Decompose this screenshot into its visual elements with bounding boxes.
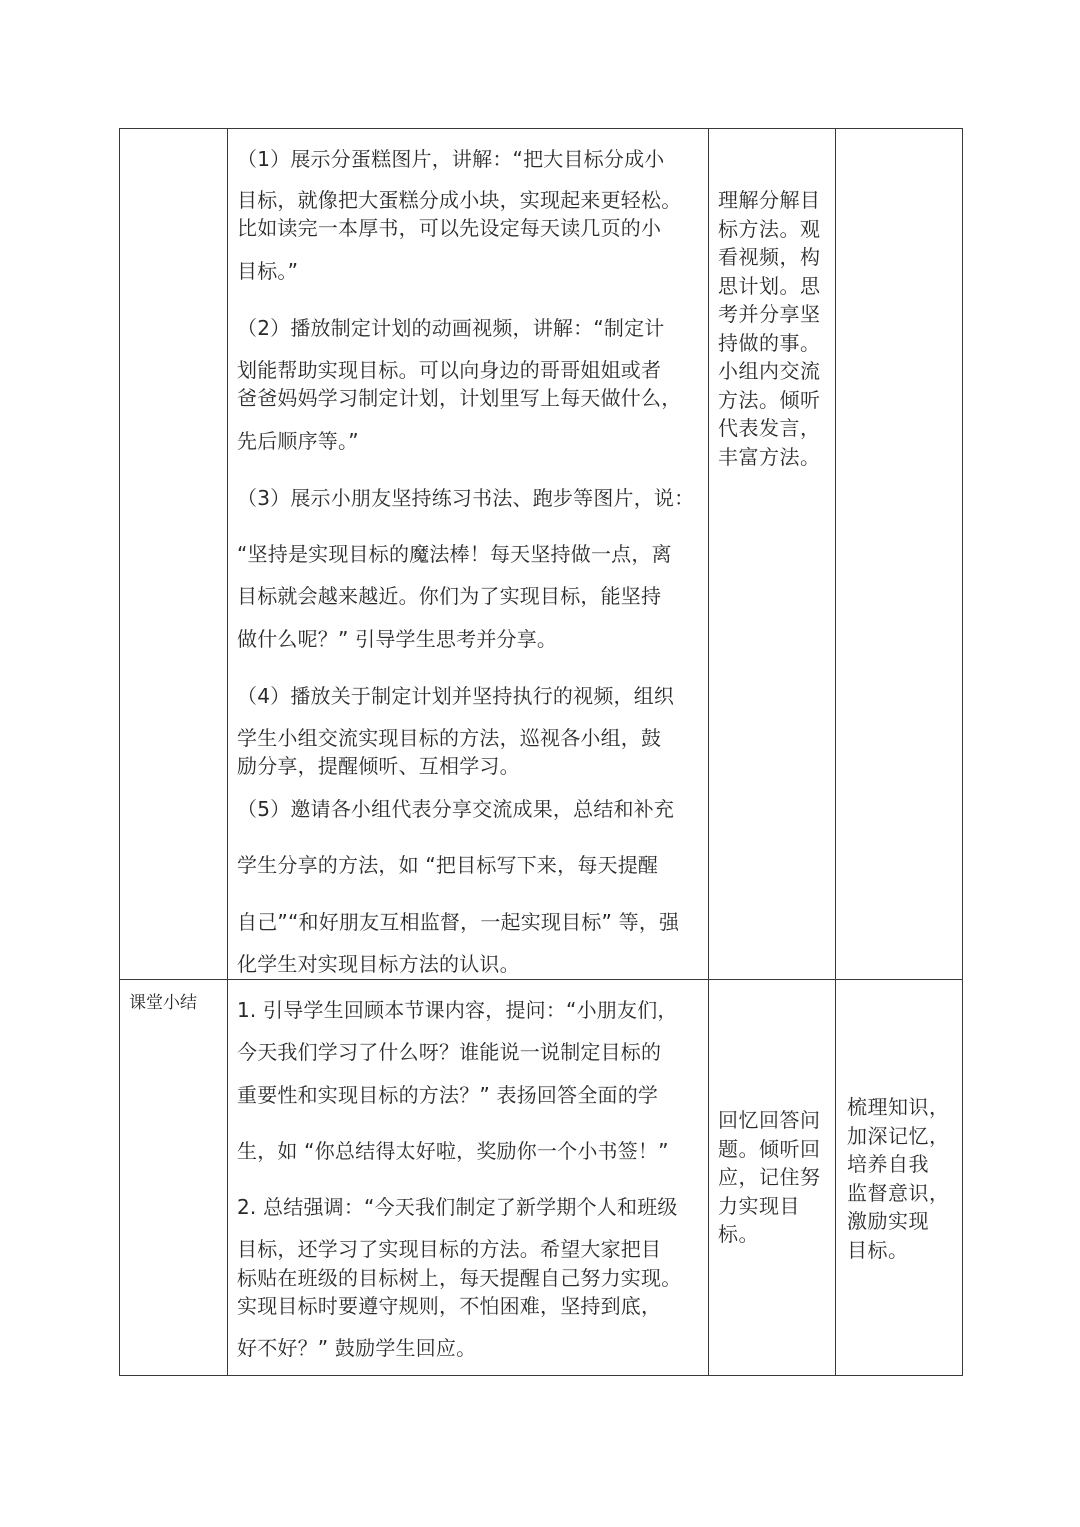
text-line: 目标。 (847, 1237, 909, 1262)
text-line: 丰富方法。 (718, 444, 821, 469)
row1-student-activity-cell (708, 128, 835, 979)
text-line: （2）播放制定计划的动画视频，讲解：“制定计 (237, 316, 665, 340)
row2-teacher-activity-cell (227, 979, 708, 1375)
text-line: 学生小组交流实现目标的方法，巡视各小组，鼓 (237, 726, 662, 750)
text-line: 化学生对实现目标方法的认识。 (237, 952, 520, 976)
text-line: 目标就会越来越近。你们为了实现目标，能坚持 (237, 584, 662, 608)
text-line: 学生分享的方法，如 “把目标写下来，每天提醒 (237, 853, 659, 877)
text-line: 划能帮助实现目标。可以向身边的哥哥姐姐或者 (237, 358, 662, 382)
text-line: 生，如 “你总结得太好啦，奖励你一个小书签！” (237, 1139, 669, 1163)
text-line: 梳理知识， (847, 1095, 950, 1119)
text-line: 培养自我 (847, 1152, 929, 1176)
text-line: 回忆回答问 (718, 1108, 821, 1132)
text-line: 标贴在班级的目标树上，每天提醒自己努力实现。 (237, 1266, 682, 1290)
text-line: 励分享，提醒倾听、互相学习。 (237, 754, 520, 778)
text-line: 2. 总结强调：“今天我们制定了新学期个人和班级 (237, 1195, 678, 1219)
text-line: 看视频，构 (718, 245, 821, 269)
text-line: 标。 (718, 1222, 759, 1246)
text-line: 先后顺序等。” (237, 429, 359, 453)
text-line: 力实现目 (718, 1193, 800, 1218)
text-line: 持做的事。 (718, 330, 821, 355)
row1-label-cell (119, 128, 227, 979)
text-line: 1. 引导学生回顾本节课内容，提问：“小朋友们， (237, 998, 678, 1022)
text-line: 理解分解目 (718, 188, 821, 212)
text-line: “坚持是实现目标的魔法棒！每天坚持做一点，离 (237, 542, 672, 566)
text-line: 爸爸妈妈学习制定计划，计划里写上每天做什么， (237, 386, 682, 410)
text-line: 思计划。思 (718, 273, 821, 298)
text-line: 比如读完一本厚书，可以先设定每天读几页的小 (237, 216, 662, 240)
lesson-plan-table (119, 128, 963, 1376)
section-label: 课堂小结 (129, 993, 197, 1013)
text-line: 做什么呢？” 引导学生思考并分享。 (237, 627, 558, 651)
text-line: （4）播放关于制定计划并坚持执行的视频，组织 (237, 684, 675, 708)
text-line: 应，记住努 (718, 1165, 821, 1189)
text-line: 监督意识， (847, 1180, 950, 1205)
text-line: 今天我们学习了什么呀？谁能说一说制定目标的 (237, 1040, 662, 1064)
text-line: 方法。倾听 (718, 387, 821, 412)
text-line: （1）展示分蛋糕图片，讲解：“把大目标分成小 (237, 147, 665, 171)
text-line: 代表发言， (718, 416, 821, 440)
text-line: 目标，就像把大蛋糕分成小块，实现起来更轻松。 (237, 188, 682, 212)
text-line: 题。倾听回 (718, 1136, 821, 1161)
text-line: 激励实现 (847, 1209, 929, 1233)
text-line: 小组内交流 (718, 359, 821, 383)
text-line: （3）展示小朋友坚持练习书法、跑步等图片，说： (237, 486, 695, 510)
row1-teacher-activity-cell (227, 128, 708, 979)
text-line: （5）邀请各小组代表分享交流成果，总结和补充 (237, 797, 675, 821)
row2-intent-cell (835, 979, 962, 1375)
text-line: 目标，还学习了实现目标的方法。希望大家把目 (237, 1237, 662, 1261)
text-line: 实现目标时要遵守规则，不怕困难，坚持到底， (237, 1294, 662, 1318)
text-line: 加深记忆， (847, 1123, 950, 1148)
row1-intent-cell (835, 128, 962, 979)
row2-label-cell (119, 979, 227, 1375)
text-line: 自己”“和好朋友互相监督，一起实现目标” 等，强 (237, 910, 680, 934)
table-bottom-border (119, 1375, 963, 1376)
row2-student-activity-cell (708, 979, 835, 1375)
text-line: 重要性和实现目标的方法？” 表扬回答全面的学 (237, 1083, 659, 1107)
text-line: 考并分享坚 (718, 302, 821, 326)
text-line: 目标。” (237, 259, 299, 283)
table-right-border (962, 128, 963, 1376)
text-line: 标方法。观 (718, 216, 821, 241)
text-line: 好不好？” 鼓励学生回应。 (237, 1336, 477, 1360)
